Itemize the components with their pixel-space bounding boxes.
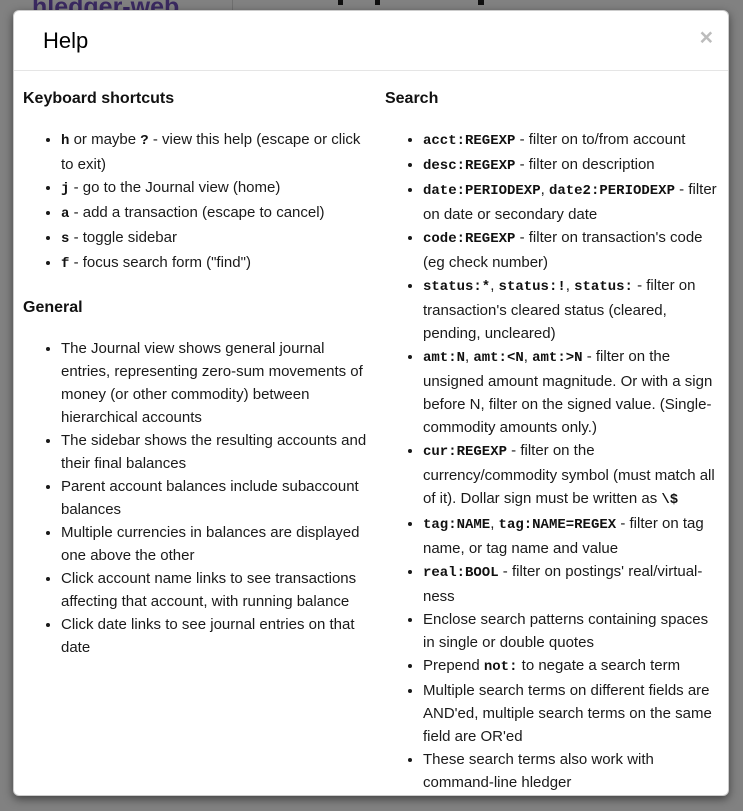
help-list-item: • real:BOOL - filter on postings' real/virtual-ness bbox=[423, 560, 719, 608]
code-term: status:! bbox=[498, 279, 566, 295]
code-term: amt:>N bbox=[532, 350, 583, 366]
help-list-item: • date:PERIODEXP, date2:PERIODEXP - filter on date or secondary date bbox=[423, 178, 719, 226]
help-list-item: • Enclose search patterns containing spaces in single or double quotes bbox=[423, 608, 719, 654]
section-heading: General bbox=[23, 299, 83, 316]
help-list-item: • a - add a transaction (escape to cancel) bbox=[61, 201, 372, 226]
code-term: s bbox=[61, 231, 70, 247]
code-term: tag:NAME=REGEX bbox=[498, 517, 617, 533]
help-list-item: • Parent account balances include subaccount balances bbox=[61, 475, 372, 521]
modal-body bbox=[14, 71, 728, 796]
code-term: j bbox=[61, 181, 70, 197]
background-heading-fragment bbox=[338, 0, 343, 5]
code-term: amt:N bbox=[422, 350, 465, 366]
code-term: date2:PERIODEXP bbox=[548, 183, 675, 199]
help-list bbox=[23, 337, 372, 659]
help-list-item: • code:REGEXP - filter on transaction's code (eg check number) bbox=[423, 226, 719, 274]
help-list-item: • Multiple currencies in balances are displayed one above the other bbox=[61, 521, 372, 567]
help-list-item: • Prepend not: to negate a search term bbox=[423, 654, 719, 679]
help-modal bbox=[13, 10, 729, 796]
code-term: desc:REGEXP bbox=[422, 158, 516, 174]
close-icon[interactable]: × bbox=[699, 24, 713, 50]
help-list-item: • s - toggle sidebar bbox=[61, 226, 372, 251]
code-term: not: bbox=[483, 659, 518, 675]
help-list-item: • f - focus search form ("find") bbox=[61, 251, 372, 276]
code-term: \$ bbox=[661, 492, 679, 508]
help-list bbox=[23, 128, 372, 276]
code-term: ? bbox=[140, 133, 149, 149]
code-term: f bbox=[61, 256, 70, 272]
code-term: date:PERIODEXP bbox=[422, 183, 541, 199]
help-list-item: • j - go to the Journal view (home) bbox=[61, 176, 372, 201]
code-term: acct:REGEXP bbox=[422, 133, 516, 149]
help-list-item: • Multiple search terms on different fields are AND'ed, multiple search terms on the same field are OR'ed bbox=[423, 679, 719, 748]
help-list-item: • amt:N, amt:<N, amt:>N - filter on the unsigned amount magnitude. Or with a sign before N, filter on the signed value. (Single-commodity amounts only.) bbox=[423, 345, 719, 439]
background-heading-fragment bbox=[375, 0, 380, 5]
help-list-item: • h or maybe ? - view this help (escape or click to exit) bbox=[61, 128, 372, 176]
help-list-item: • These search terms also work with command-line hledger bbox=[423, 748, 719, 794]
code-term: amt:<N bbox=[473, 350, 524, 366]
help-list-item: • tag:NAME, tag:NAME=REGEX - filter on tag name, or tag name and value bbox=[423, 512, 719, 560]
help-list-item: • The Journal view shows general journal entries, representing zero-sum movements of money (or other commodity) between hierarchical accounts bbox=[61, 337, 372, 429]
code-term: status:* bbox=[422, 279, 491, 295]
help-list-item: • Click date links to see journal entries on that date bbox=[61, 613, 372, 659]
code-term: cur:REGEXP bbox=[422, 444, 507, 460]
help-list-item: • status:*, status:!, status: - filter on transaction's cleared status (cleared, pending, uncleared) bbox=[423, 274, 719, 345]
help-list-item: • cur:REGEXP - filter on the currency/commodity symbol (must match all of it). Dollar sign must be written as \$ bbox=[423, 439, 719, 512]
help-column bbox=[23, 89, 372, 794]
code-term: status: bbox=[574, 279, 633, 295]
help-list-item: • Click account name links to see transactions affecting that account, with running balance bbox=[61, 567, 372, 613]
code-term: code:REGEXP bbox=[422, 231, 516, 247]
help-list bbox=[385, 128, 719, 794]
background-sidebar-divider bbox=[232, 0, 233, 10]
help-list-item: • The sidebar shows the resulting accounts and their final balances bbox=[61, 429, 372, 475]
help-list-item: • acct:REGEXP - filter on to/from account bbox=[423, 128, 719, 153]
modal-title: Help bbox=[43, 28, 89, 53]
help-column bbox=[385, 89, 719, 794]
modal-header bbox=[14, 11, 728, 71]
help-list-item: • desc:REGEXP - filter on description bbox=[423, 153, 719, 178]
code-term: tag:NAME bbox=[422, 517, 491, 533]
code-term: a bbox=[61, 206, 70, 222]
code-term: h bbox=[61, 133, 70, 149]
section-heading: Keyboard shortcuts bbox=[23, 90, 175, 107]
code-term: real:BOOL bbox=[422, 565, 499, 581]
section-heading: Search bbox=[384, 90, 439, 107]
background-heading-fragment bbox=[478, 0, 484, 5]
